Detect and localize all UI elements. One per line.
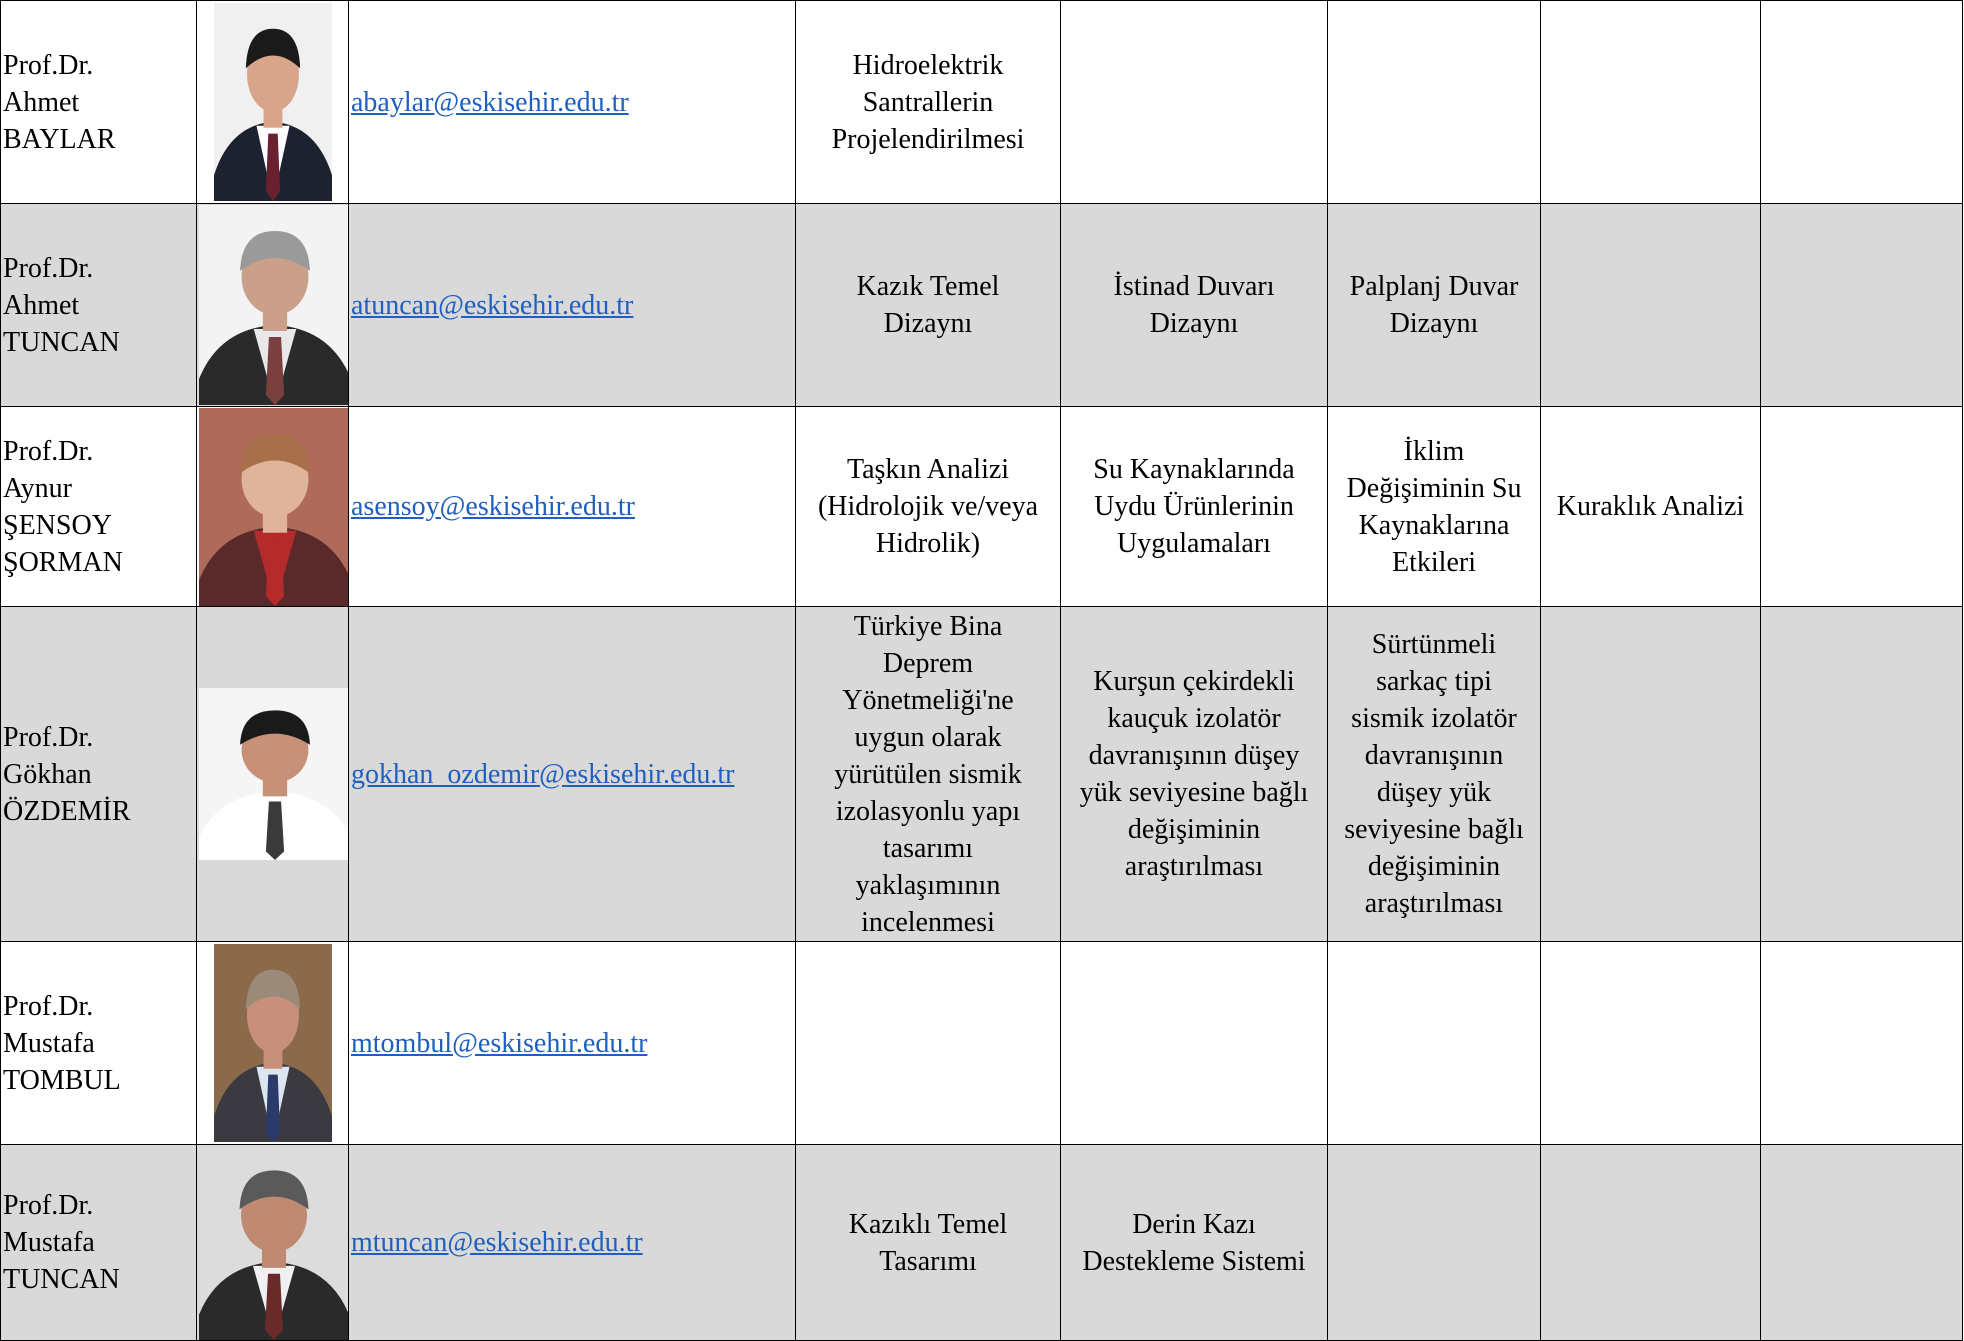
thesis-topic-line: değişiminin xyxy=(1367,851,1501,882)
staff-name-cell xyxy=(1,1,197,204)
thesis-topic-line: seviyesine bağlı xyxy=(1344,814,1524,845)
staff-name-line: TUNCAN xyxy=(3,326,120,358)
thesis-topic-cell xyxy=(1541,1,1761,204)
staff-name-cell xyxy=(1,204,197,407)
thesis-topic-cell xyxy=(1328,407,1541,607)
thesis-topic-cell xyxy=(1761,1,1963,204)
staff-email-cell xyxy=(349,204,796,407)
thesis-topic-cell xyxy=(1761,1145,1963,1341)
staff-name-line: Mustafa xyxy=(3,1227,95,1258)
thesis-topic-line: Destekleme Sistemi xyxy=(1082,1245,1306,1277)
staff-name-cell xyxy=(1,607,197,942)
thesis-topic-cell xyxy=(796,204,1061,407)
thesis-topic-cell xyxy=(1061,407,1328,607)
staff-email-cell xyxy=(349,407,796,607)
staff-name-line: Prof.Dr. xyxy=(3,721,94,753)
thesis-topic-line: Kuraklık Analizi xyxy=(1556,491,1745,522)
staff-email-cell xyxy=(349,1,796,204)
thesis-topic-line: Kurşun çekirdekli xyxy=(1093,666,1295,697)
thesis-topic-cell xyxy=(1541,1145,1761,1341)
staff-photo xyxy=(199,408,349,606)
thesis-topic-line: Tasarımı xyxy=(879,1245,977,1277)
thesis-topic-cell xyxy=(1761,607,1963,942)
thesis-topic-cell xyxy=(1328,607,1541,942)
thesis-topic-cell xyxy=(1061,204,1328,407)
thesis-topic-line: Santrallerin xyxy=(862,86,994,118)
staff-name-line: Aynur xyxy=(3,472,72,504)
thesis-topic-line: Uydu Ürünlerinin xyxy=(1094,491,1294,522)
thesis-topic-cell xyxy=(1328,1145,1541,1341)
thesis-topic-cell xyxy=(1061,942,1328,1145)
thesis-topic-line: Kazık Temel xyxy=(856,271,1000,302)
staff-name-line: TUNCAN xyxy=(3,1264,120,1295)
thesis-topic-line: araştırılması xyxy=(1364,888,1504,919)
thesis-topic-line: Deprem xyxy=(882,647,974,679)
thesis-topic-line: yürütülen sismik xyxy=(834,758,1022,790)
thesis-topic-line: Sürtünmeli xyxy=(1371,629,1497,660)
staff-name-line: Prof.Dr. xyxy=(3,435,94,467)
staff-email-cell xyxy=(349,942,796,1145)
email-link[interactable]: mtuncan@eskisehir.edu.tr xyxy=(351,1227,643,1258)
thesis-topic-cell xyxy=(796,942,1061,1145)
staff-photo-cell xyxy=(197,407,349,607)
staff-name-line: Ahmet xyxy=(3,289,80,321)
thesis-topic-line: Türkiye Bina xyxy=(853,610,1003,642)
thesis-topic-line: Hidroelektrik xyxy=(852,49,1004,81)
thesis-topic-line: davranışının xyxy=(1364,740,1504,771)
table-row xyxy=(1,204,1963,407)
thesis-topic-line: sarkaç tipi xyxy=(1376,666,1492,697)
email-link[interactable]: abaylar@eskisehir.edu.tr xyxy=(351,86,629,118)
thesis-topic-cell xyxy=(796,607,1061,942)
table-row xyxy=(1,607,1963,942)
thesis-topic-line: Kazıklı Temel xyxy=(848,1208,1008,1240)
thesis-topic-cell xyxy=(1541,204,1761,407)
staff-name-cell xyxy=(1,407,197,607)
staff-name-line: ŞORMAN xyxy=(3,546,123,578)
staff-name-line: ŞENSOY xyxy=(3,509,112,541)
email-link[interactable]: asensoy@eskisehir.edu.tr xyxy=(351,491,635,522)
staff-photo xyxy=(199,205,349,405)
staff-email-cell xyxy=(349,607,796,942)
thesis-topic-cell xyxy=(1541,607,1761,942)
thesis-topic-line: Uygulamaları xyxy=(1117,528,1271,559)
staff-name-line: BAYLAR xyxy=(3,123,116,155)
staff-photo-cell xyxy=(197,204,349,407)
email-link[interactable]: gokhan_ozdemir@eskisehir.edu.tr xyxy=(351,758,735,790)
staff-name-line: Prof.Dr. xyxy=(3,1190,94,1221)
table-row xyxy=(1,1,1963,204)
thesis-topic-cell xyxy=(796,1145,1061,1341)
staff-name-line: TOMBUL xyxy=(3,1064,121,1096)
thesis-topic-cell xyxy=(1061,607,1328,942)
staff-photo-cell xyxy=(197,1,349,204)
thesis-topic-cell xyxy=(1328,1,1541,204)
staff-name-line: Prof.Dr. xyxy=(3,252,94,284)
thesis-topic-line: Derin Kazı xyxy=(1132,1208,1256,1240)
email-link[interactable]: mtombul@eskisehir.edu.tr xyxy=(351,1027,648,1059)
thesis-topic-line: sismik izolatör xyxy=(1351,703,1517,734)
table-row xyxy=(1,942,1963,1145)
thesis-topic-cell xyxy=(1761,407,1963,607)
thesis-topic-line: Kaynaklarına xyxy=(1358,509,1510,541)
thesis-topic-cell xyxy=(796,407,1061,607)
thesis-topic-line: Hidrolik) xyxy=(875,528,981,559)
thesis-topic-cell xyxy=(1061,1145,1328,1341)
thesis-topic-line: izolasyonlu yapı xyxy=(835,795,1021,827)
thesis-topic-line: kauçuk izolatör xyxy=(1107,703,1281,734)
staff-photo-cell xyxy=(197,942,349,1145)
thesis-topic-line: İklim xyxy=(1403,435,1465,467)
thesis-topic-line: davranışının düşey xyxy=(1088,740,1300,771)
thesis-topic-cell xyxy=(1328,942,1541,1145)
table-body xyxy=(1,1,1963,1341)
staff-email-cell xyxy=(349,1145,796,1341)
email-link[interactable]: atuncan@eskisehir.edu.tr xyxy=(351,289,634,321)
thesis-topic-line: araştırılması xyxy=(1124,851,1264,882)
thesis-topic-line: İstinad Duvarı xyxy=(1113,271,1275,302)
thesis-topic-line: tasarımı xyxy=(882,832,974,864)
thesis-topic-cell xyxy=(1761,942,1963,1145)
table-row xyxy=(1,1145,1963,1341)
thesis-topic-cell xyxy=(1061,1,1328,204)
staff-name-cell xyxy=(1,942,197,1145)
staff-name-line: Mustafa xyxy=(3,1027,95,1059)
thesis-topic-line: Projelendirilmesi xyxy=(831,123,1025,155)
thesis-topic-line: yük seviyesine bağlı xyxy=(1079,777,1309,808)
thesis-topic-line: uygun olarak xyxy=(854,721,1002,753)
thesis-topic-line: Etkileri xyxy=(1392,546,1476,578)
thesis-topic-line: Yönetmeliği'ne xyxy=(842,684,1014,716)
staff-photo-cell xyxy=(197,607,349,942)
thesis-topic-line: değişiminin xyxy=(1127,814,1261,845)
staff-name-cell xyxy=(1,1145,197,1341)
staff-photo xyxy=(214,3,332,201)
staff-name-line: Gökhan xyxy=(3,758,92,790)
thesis-topic-line: Değişiminin Su xyxy=(1346,472,1522,504)
thesis-topic-cell xyxy=(1328,204,1541,407)
staff-name-line: Prof.Dr. xyxy=(3,49,94,81)
thesis-topic-line: incelenmesi xyxy=(861,906,995,938)
thesis-topic-line: yaklaşımının xyxy=(855,869,1001,901)
staff-photo xyxy=(199,1145,349,1340)
thesis-topic-line: Palplanj Duvar xyxy=(1349,271,1519,302)
staff-name-line: Ahmet xyxy=(3,86,80,118)
staff-photo xyxy=(199,688,349,860)
thesis-topic-line: Taşkın Analizi xyxy=(846,454,1010,485)
staff-name-line: ÖZDEMİR xyxy=(3,795,131,827)
thesis-topic-line: Dizaynı xyxy=(1389,308,1479,339)
staff-photo-cell xyxy=(197,1145,349,1341)
thesis-topic-line: Dizaynı xyxy=(883,308,973,339)
thesis-topic-cell xyxy=(1761,204,1963,407)
thesis-topic-cell xyxy=(1541,407,1761,607)
thesis-topic-cell xyxy=(1541,942,1761,1145)
thesis-topic-line: Su Kaynaklarında xyxy=(1093,454,1295,485)
thesis-topic-line: (Hidrolojik ve/veya xyxy=(817,491,1039,522)
thesis-topic-line: Dizaynı xyxy=(1149,308,1239,339)
staff-photo xyxy=(214,944,332,1142)
thesis-topic-line: düşey yük xyxy=(1376,777,1492,808)
thesis-topic-cell xyxy=(796,1,1061,204)
table-row xyxy=(1,407,1963,607)
staff-name-line: Prof.Dr. xyxy=(3,990,94,1022)
